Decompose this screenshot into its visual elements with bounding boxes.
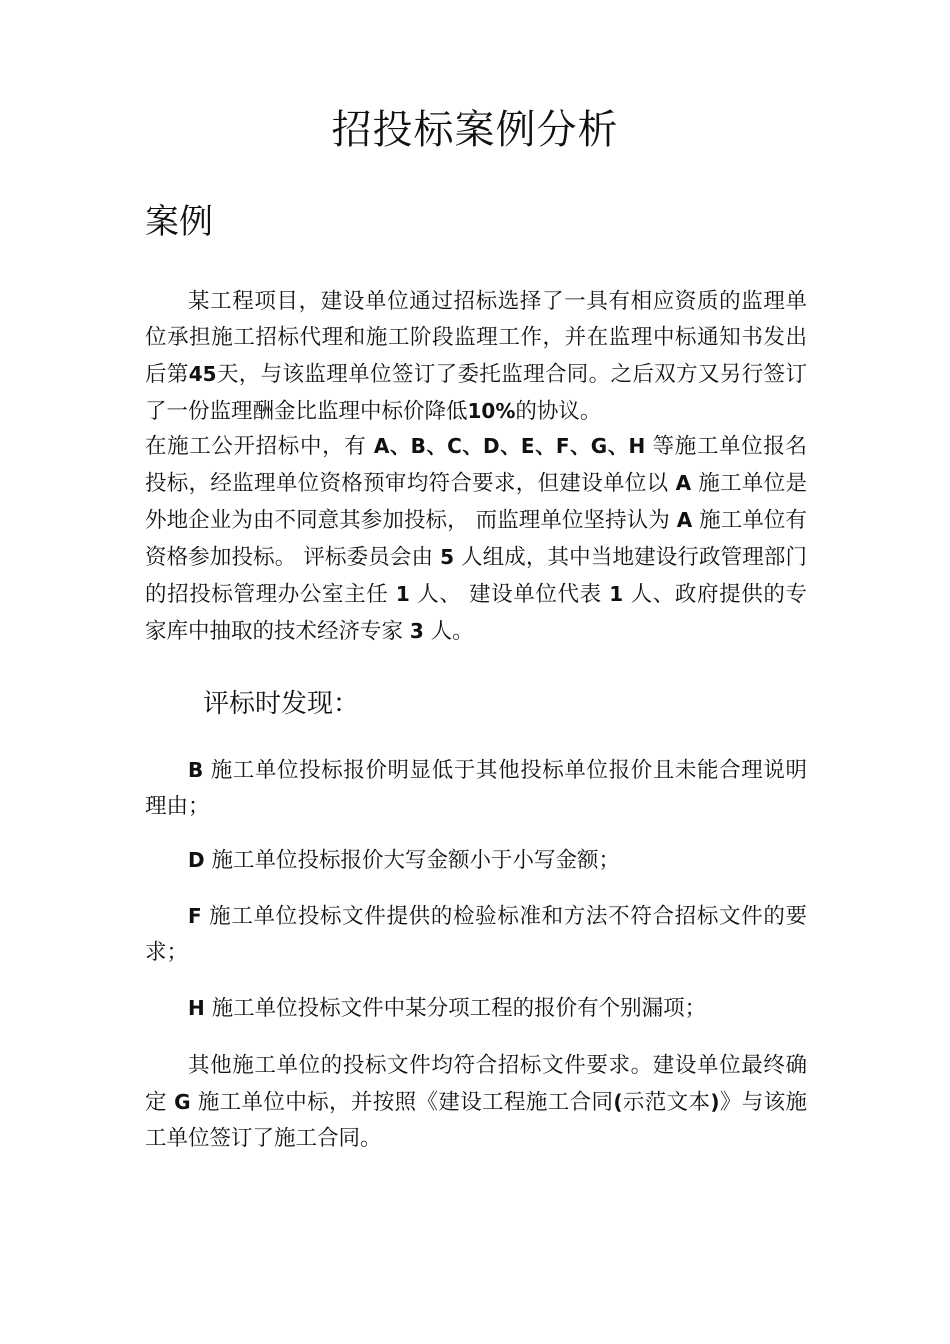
- open-paren: (: [613, 1090, 623, 1114]
- text-run: 人组成，其中当地建设行政管理部门的招投标管理办公室主任: [145, 545, 807, 607]
- paragraph-project-background: [145, 284, 807, 430]
- text-run: 示范文本: [622, 1090, 711, 1115]
- number-percent: 10%: [467, 399, 516, 423]
- finding-text: 施工单位投标报价大写金额小于小写金额；: [204, 848, 620, 873]
- text-run: 其他施工单位的投标文件均符合招标文件要求。建设单位最终确定: [145, 1053, 807, 1115]
- document-title: 招投标案例分析: [331, 107, 619, 153]
- text-run: 施工单位有资格参加投标。 评标委员会由: [145, 508, 808, 570]
- close-paren: ): [710, 1090, 720, 1114]
- paragraph-award-result: [145, 1048, 807, 1157]
- text-run: 施工单位是外地企业为由不同意其参加投标， 而监理单位坚持认为: [145, 471, 807, 533]
- bidder-letter: A: [675, 471, 692, 495]
- text-run: 的协议。: [515, 399, 602, 424]
- finding-text: 施工单位投标文件提供的检验标准和方法不符合招标文件的要求；: [145, 904, 807, 965]
- text-run: 》与该施工单位签订了施工合同。: [145, 1090, 807, 1151]
- text-run: 人、政府提供的专家库中抽取的技术经济专家: [145, 582, 807, 644]
- finding-letter: D: [188, 848, 205, 872]
- bidder-list: A、B、C、D、E、F、G、H: [373, 434, 646, 458]
- text-run: 在施工公开招标中，有: [145, 434, 374, 459]
- finding-text: 施工单位投标报价明显低于其他投标单位报价且未能合理说明理由；: [145, 758, 807, 819]
- finding-item: [145, 842, 807, 879]
- text-run: 某工程项目，建设单位通过招标选择了一具有相应资质的监理单位承担施工招标代理和施工阶段监理工作，并在监理中标通知书发出后第: [145, 289, 807, 387]
- finding-letter: H: [188, 996, 205, 1020]
- text-run: 人、 建设单位代表: [409, 582, 610, 607]
- text-run: 施工单位中标，并按照《建设工程施工合同: [190, 1090, 614, 1115]
- finding-text: 施工单位投标文件中某分项工程的报价有个别漏项；: [204, 996, 707, 1021]
- text-run: 人。: [423, 619, 474, 644]
- text-run: 等施工单位报名投标，经监理单位资格预审均符合要求，但建设单位以: [145, 434, 807, 496]
- finding-item: [145, 990, 807, 1027]
- member-count: 1: [395, 582, 410, 606]
- member-count: 3: [409, 619, 424, 643]
- section-heading-case: 案例: [145, 202, 213, 242]
- bidder-letter: A: [676, 508, 693, 532]
- member-count: 1: [609, 582, 624, 606]
- finding-letter: F: [188, 904, 202, 928]
- number-days: 45: [188, 362, 217, 386]
- paragraph-public-bidding: [145, 428, 807, 650]
- finding-item: [145, 898, 807, 971]
- finding-item: [145, 752, 807, 825]
- findings-heading: 评标时发现：: [203, 689, 360, 719]
- text-run: 天，与该监理单位签订了委托监理合同。之后双方又另行签订了一份监理酬金比监理中标价降低: [145, 362, 807, 424]
- committee-size: 5: [440, 545, 455, 569]
- winner-letter: G: [174, 1090, 191, 1114]
- finding-letter: B: [188, 758, 204, 782]
